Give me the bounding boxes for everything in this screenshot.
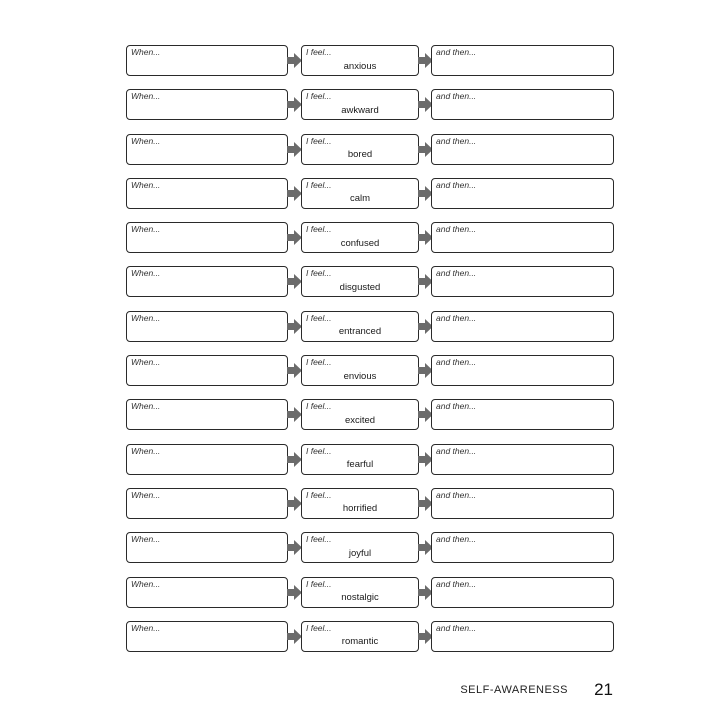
arrow-right-icon <box>287 230 302 245</box>
feel-field[interactable] <box>301 444 419 475</box>
feel-field[interactable] <box>301 266 419 297</box>
worksheet-row <box>126 399 614 432</box>
then-field[interactable] <box>431 222 614 253</box>
then-field[interactable] <box>431 488 614 519</box>
arrow-right-icon <box>287 186 302 201</box>
worksheet-row <box>126 311 614 344</box>
worksheet-row <box>126 266 614 299</box>
feel-prompt: I feel... <box>306 91 332 102</box>
emotion-label: disgusted <box>339 281 381 293</box>
when-prompt: When... <box>131 534 161 545</box>
arrow-right-icon <box>287 407 302 422</box>
then-field[interactable] <box>431 178 614 209</box>
feel-prompt: I feel... <box>306 224 332 235</box>
when-prompt: When... <box>131 622 161 633</box>
feel-prompt: I feel... <box>306 489 332 500</box>
feel-prompt: I feel... <box>306 268 332 279</box>
then-field[interactable] <box>431 444 614 475</box>
when-field[interactable] <box>126 532 288 563</box>
feel-field[interactable] <box>301 488 419 519</box>
emotion-label: anxious <box>343 60 377 72</box>
feel-field[interactable] <box>301 134 419 165</box>
then-prompt: and then... <box>436 534 477 545</box>
then-field[interactable] <box>431 45 614 76</box>
when-field[interactable] <box>126 45 288 76</box>
arrow-right-icon <box>287 142 302 157</box>
then-field[interactable] <box>431 577 614 608</box>
feel-prompt: I feel... <box>306 135 332 146</box>
feel-field[interactable] <box>301 621 419 652</box>
emotion-label: joyful <box>348 547 372 559</box>
arrow-right-icon <box>287 585 302 600</box>
feel-prompt: I feel... <box>306 445 332 456</box>
when-field[interactable] <box>126 266 288 297</box>
then-field[interactable] <box>431 266 614 297</box>
worksheet-row <box>126 89 614 122</box>
arrow-right-icon <box>287 97 302 112</box>
when-field[interactable] <box>126 311 288 342</box>
feel-field[interactable] <box>301 311 419 342</box>
feel-prompt: I feel... <box>306 357 332 368</box>
then-field[interactable] <box>431 355 614 386</box>
then-prompt: and then... <box>436 357 477 368</box>
worksheet-row <box>126 178 614 211</box>
worksheet-row <box>126 444 614 477</box>
emotion-label: entranced <box>338 326 382 338</box>
arrow-right-icon <box>287 53 302 68</box>
feel-prompt: I feel... <box>306 47 332 57</box>
when-field[interactable] <box>126 444 288 475</box>
emotion-label: envious <box>343 370 377 382</box>
section-label: SELF-AWARENESS <box>460 684 568 696</box>
then-prompt: and then... <box>436 224 477 235</box>
when-prompt: When... <box>131 224 161 235</box>
arrow-right-icon <box>287 496 302 511</box>
then-prompt: and then... <box>436 622 477 633</box>
emotion-label: confused <box>340 237 380 249</box>
then-prompt: and then... <box>436 47 477 57</box>
then-prompt: and then... <box>436 401 477 412</box>
then-field[interactable] <box>431 399 614 430</box>
then-prompt: and then... <box>436 489 477 500</box>
when-prompt: When... <box>131 578 161 589</box>
worksheet-row <box>126 488 614 521</box>
feel-field[interactable] <box>301 45 419 76</box>
page-footer <box>440 680 615 700</box>
emotion-label: excited <box>344 414 376 426</box>
when-field[interactable] <box>126 577 288 608</box>
when-prompt: When... <box>131 47 161 57</box>
worksheet-row <box>126 222 614 255</box>
worksheet-row <box>126 45 614 78</box>
feel-prompt: I feel... <box>306 534 332 545</box>
when-field[interactable] <box>126 355 288 386</box>
worksheet-row <box>126 577 614 610</box>
when-field[interactable] <box>126 621 288 652</box>
when-prompt: When... <box>131 312 161 323</box>
emotion-label: awkward <box>341 104 379 116</box>
when-field[interactable] <box>126 134 288 165</box>
then-prompt: and then... <box>436 135 477 146</box>
when-field[interactable] <box>126 399 288 430</box>
when-field[interactable] <box>126 178 288 209</box>
arrow-right-icon <box>287 540 302 555</box>
worksheet-row <box>126 355 614 388</box>
when-field[interactable] <box>126 89 288 120</box>
then-prompt: and then... <box>436 91 477 102</box>
emotion-label: horrified <box>342 503 378 515</box>
when-prompt: When... <box>131 268 161 279</box>
emotion-label: nostalgic <box>341 592 379 604</box>
emotion-label: calm <box>349 193 371 205</box>
feel-field[interactable] <box>301 222 419 253</box>
feel-field[interactable] <box>301 577 419 608</box>
feel-prompt: I feel... <box>306 312 332 323</box>
arrow-right-icon <box>287 452 302 467</box>
worksheet-row <box>126 134 614 167</box>
feel-prompt: I feel... <box>306 179 332 190</box>
when-field[interactable] <box>126 222 288 253</box>
feel-prompt: I feel... <box>306 622 332 633</box>
then-prompt: and then... <box>436 445 477 456</box>
page-number: 21 <box>594 680 613 699</box>
worksheet-row <box>126 532 614 565</box>
feel-prompt: I feel... <box>306 578 332 589</box>
emotion-worksheet <box>126 45 614 665</box>
emotion-label: fearful <box>346 459 374 471</box>
then-field[interactable] <box>431 89 614 120</box>
when-prompt: When... <box>131 179 161 190</box>
then-field[interactable] <box>431 311 614 342</box>
feel-field[interactable] <box>301 178 419 209</box>
arrow-right-icon <box>287 629 302 644</box>
then-prompt: and then... <box>436 179 477 190</box>
arrow-right-icon <box>287 363 302 378</box>
when-prompt: When... <box>131 489 161 500</box>
worksheet-row <box>126 621 614 654</box>
arrow-right-icon <box>287 274 302 289</box>
emotion-label: bored <box>347 149 373 161</box>
feel-field[interactable] <box>301 532 419 563</box>
when-prompt: When... <box>131 445 161 456</box>
when-prompt: When... <box>131 135 161 146</box>
when-prompt: When... <box>131 357 161 368</box>
when-prompt: When... <box>131 91 161 102</box>
feel-field[interactable] <box>301 399 419 430</box>
feel-prompt: I feel... <box>306 401 332 412</box>
then-field[interactable] <box>431 621 614 652</box>
emotion-label: romantic <box>341 636 379 648</box>
arrow-right-icon <box>287 319 302 334</box>
then-field[interactable] <box>431 532 614 563</box>
then-prompt: and then... <box>436 268 477 279</box>
then-prompt: and then... <box>436 312 477 323</box>
then-field[interactable] <box>431 134 614 165</box>
when-prompt: When... <box>131 401 161 412</box>
feel-field[interactable] <box>301 89 419 120</box>
then-prompt: and then... <box>436 578 477 589</box>
feel-field[interactable] <box>301 355 419 386</box>
when-field[interactable] <box>126 488 288 519</box>
